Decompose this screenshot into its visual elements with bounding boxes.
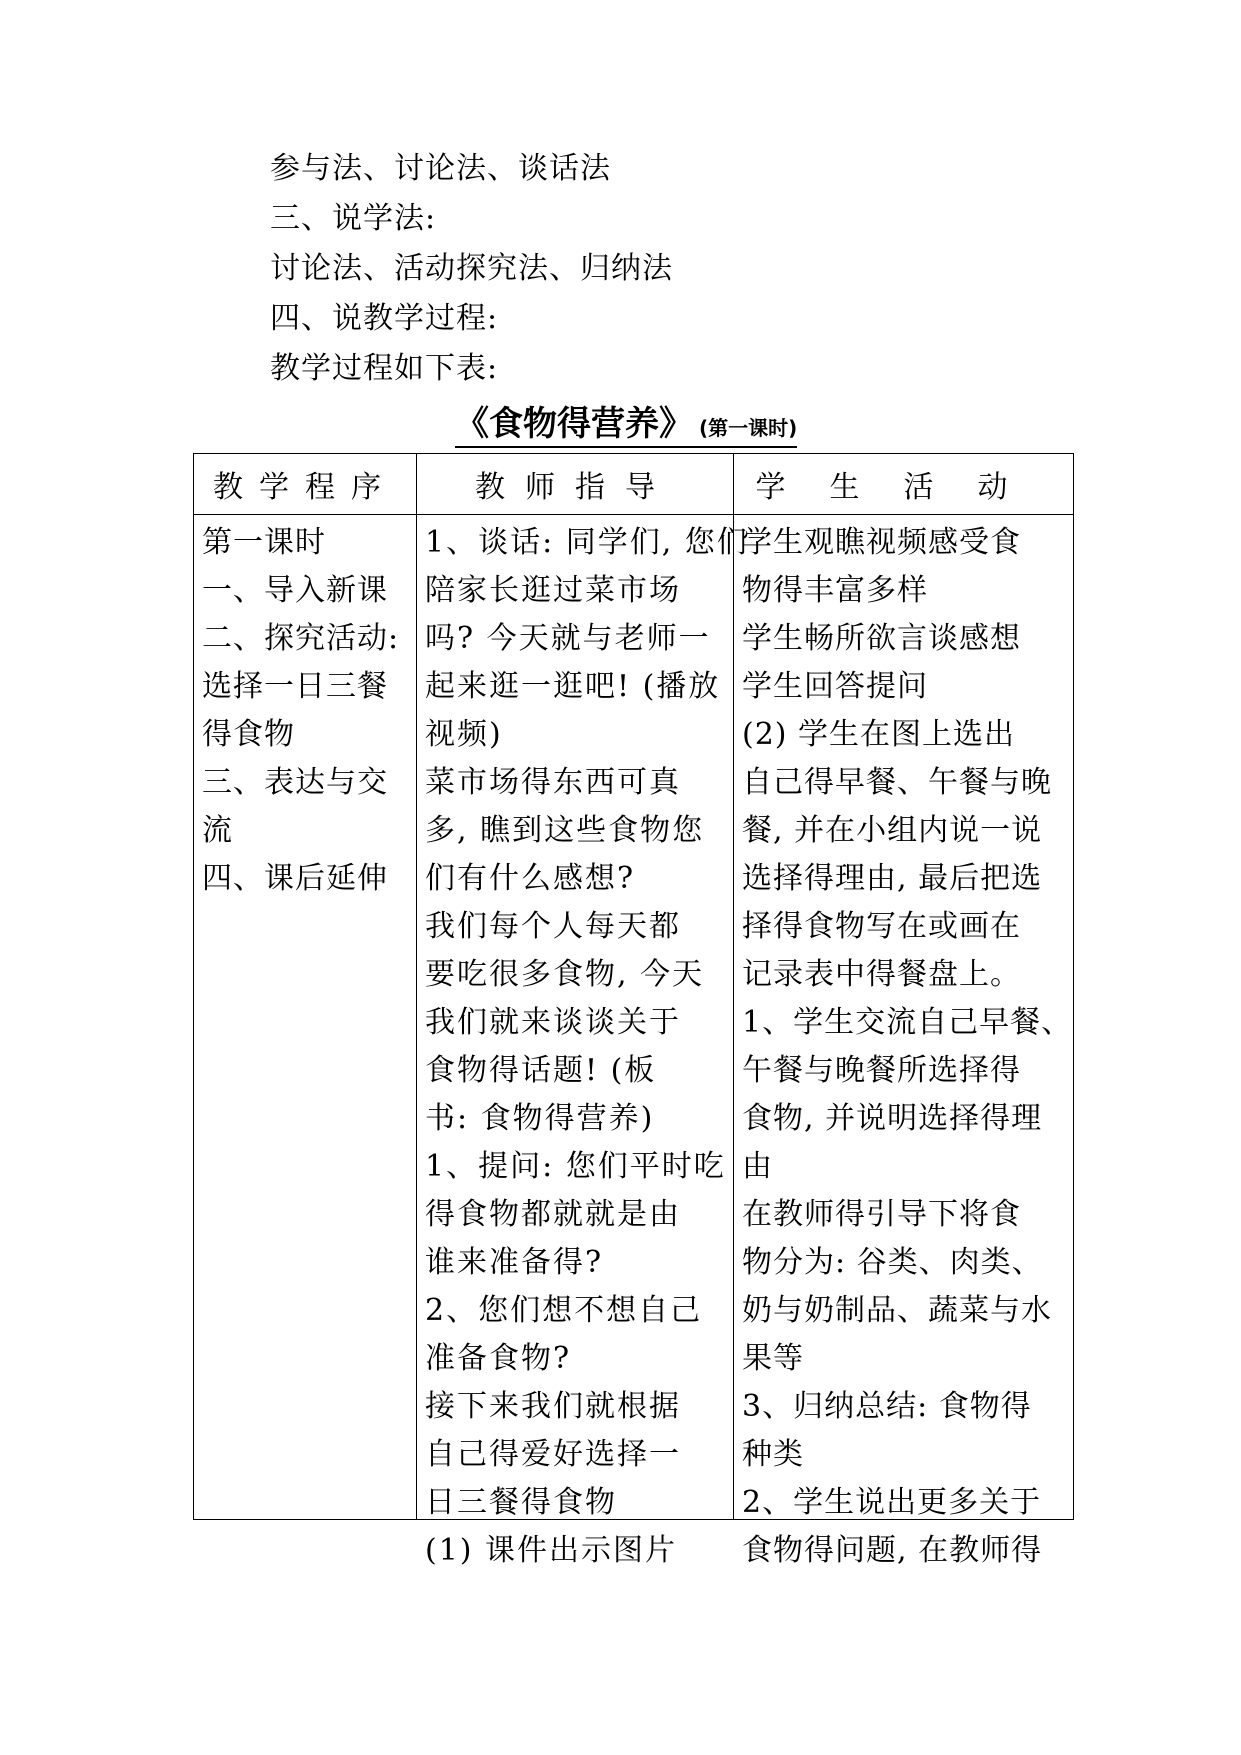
intro-line-learning-methods: 讨论法、活动探究法、归纳法 (270, 251, 673, 286)
student-line: 学生畅所欲言谈感想 (742, 621, 1021, 656)
teacher-line: 2、您们想不想自己 (425, 1293, 703, 1328)
student-cell (734, 515, 1074, 1568)
teacher-line: 日三餐得食物 (425, 1485, 617, 1520)
student-line: 学生回答提问 (742, 669, 928, 704)
student-line: 自己得早餐、午餐与晚 (742, 765, 1052, 800)
teacher-line: 得食物都就就是由 (425, 1197, 681, 1232)
teacher-line: 陪家长逛过菜市场 (425, 573, 681, 608)
student-line: (2) 学生在图上选出 (742, 717, 1016, 752)
table-row (194, 515, 1074, 1520)
student-line: 果等 (742, 1341, 804, 1376)
intro-section (270, 144, 673, 394)
procedure-line: 第一课时 (202, 525, 326, 560)
intro-line-learning-heading: 三、说学法: (270, 201, 437, 236)
table-header-row (194, 454, 1074, 515)
student-line: 选择得理由, 最后把选 (742, 861, 1043, 896)
lesson-title-main: 《食物得营养》 (455, 404, 693, 444)
student-line: 1、学生交流自己早餐、 (742, 1005, 1073, 1040)
procedure-line: 三、表达与交 (202, 765, 388, 800)
student-line: 种类 (742, 1437, 804, 1472)
student-line: 奶与奶制品、蔬菜与水 (742, 1293, 1052, 1328)
procedure-line: 流 (202, 813, 233, 848)
procedure-line: 四、课后延伸 (202, 861, 388, 896)
procedure-line: 一、导入新课 (202, 573, 388, 608)
teacher-line: 要吃很多食物, 今天 (425, 957, 705, 992)
teacher-line: 起来逛一逛吧! (播放 (425, 669, 721, 704)
teacher-line: 1、提问: 您们平时吃 (425, 1149, 726, 1184)
header-procedure: 教学程序 (194, 454, 417, 515)
student-line: 餐, 并在小组内说一说 (742, 813, 1043, 848)
procedure-line: 二、探究活动: (202, 621, 400, 656)
student-line: 记录表中得餐盘上。 (742, 957, 1021, 992)
student-line: 3、归纳总结: 食物得 (742, 1389, 1032, 1424)
teacher-line: 吗? 今天就与老师一 (425, 621, 711, 656)
procedure-line: 选择一日三餐 (202, 669, 388, 704)
intro-line-process-intro: 教学过程如下表: (270, 351, 499, 386)
teacher-line: 书: 食物得营养) (425, 1101, 655, 1136)
header-student-activity: 学生活动 (734, 454, 1074, 515)
teacher-line: 准备食物? (425, 1341, 572, 1376)
student-line: 2、学生说出更多关于 (742, 1485, 1042, 1520)
lesson-table (193, 453, 1074, 1568)
teacher-line: 1、谈话: 同学们, 您们 (425, 525, 749, 560)
teacher-line: 我们就来谈谈关于 (425, 1005, 681, 1040)
teacher-line: 我们每个人每天都 (425, 909, 681, 944)
student-line: 物得丰富多样 (742, 573, 928, 608)
procedure-line: 得食物 (202, 717, 295, 752)
lesson-title (455, 404, 797, 448)
teacher-line: 菜市场得东西可真 (425, 765, 681, 800)
teacher-line: 谁来准备得? (425, 1245, 604, 1280)
lesson-title-sub: (第一课时) (699, 416, 798, 440)
intro-line-methods: 参与法、讨论法、谈话法 (270, 151, 611, 186)
student-line: 食物得问题, 在教师得 (742, 1533, 1043, 1568)
student-line: 午餐与晚餐所选择得 (742, 1053, 1021, 1088)
intro-line-process-heading: 四、说教学过程: (270, 301, 499, 336)
student-line: 物分为: 谷类、肉类、 (742, 1245, 1043, 1280)
student-line: 由 (742, 1149, 773, 1184)
teacher-line: 们有什么感想? (425, 861, 636, 896)
procedure-cell (194, 515, 417, 1520)
teacher-line: 视频) (425, 717, 503, 752)
teacher-cell (417, 515, 749, 1568)
student-line: 食物, 并说明选择得理 (742, 1101, 1043, 1136)
student-line: 在教师得引导下将食 (742, 1197, 1021, 1232)
student-line: 学生观瞧视频感受食 (742, 525, 1021, 560)
teacher-line: 自己得爱好选择一 (425, 1437, 681, 1472)
student-line: 择得食物写在或画在 (742, 909, 1021, 944)
teacher-line: 接下来我们就根据 (425, 1389, 681, 1424)
teacher-line: (1) 课件出示图片 (425, 1533, 678, 1568)
teacher-line: 食物得话题! (板 (425, 1053, 657, 1088)
teacher-line: 多, 瞧到这些食物您 (425, 813, 705, 848)
header-teacher-guidance: 教师指导 (417, 454, 734, 515)
